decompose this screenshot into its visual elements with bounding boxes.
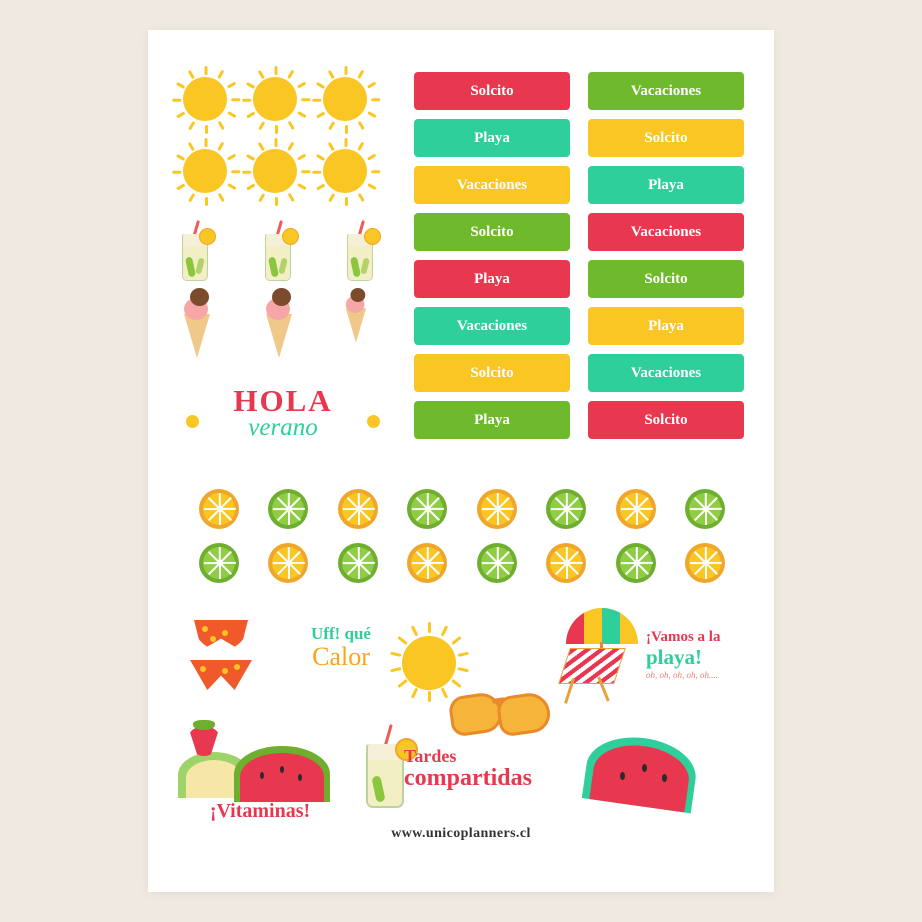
label-chip[interactable]: Solcito [414, 72, 570, 110]
lime-slice-icon [546, 489, 586, 529]
watermelon-small-icon [234, 746, 330, 802]
watermelon-big-icon [586, 738, 696, 806]
uff-line-1: Uff! qué [311, 624, 371, 643]
hola-subtitle: verano [248, 414, 318, 441]
ice-cream-icon [174, 288, 220, 360]
label-chip[interactable]: Solcito [588, 401, 744, 439]
sun-sticker-grid [170, 64, 380, 208]
hola-title: HOLA [233, 383, 333, 418]
label-chip[interactable]: Playa [588, 166, 744, 204]
vamos-a-la-playa-text [646, 630, 766, 680]
sticker-sheet [148, 30, 774, 892]
tardes-compartidas-text [404, 746, 594, 792]
lime-slice-icon [407, 489, 447, 529]
vitaminas-text: ¡Vitaminas! [209, 800, 311, 822]
label-chip[interactable]: Solcito [588, 260, 744, 298]
label-chip[interactable]: Vacaciones [414, 307, 570, 345]
label-chip[interactable]: Playa [414, 119, 570, 157]
sun-icon [170, 64, 240, 136]
label-chip[interactable]: Vacaciones [588, 354, 744, 392]
sun-icon [240, 64, 310, 136]
citrus-sticker-grid [184, 482, 740, 590]
bottom-sticker-scene [148, 598, 774, 848]
label-chip[interactable]: Vacaciones [588, 72, 744, 110]
orange-slice-icon [407, 543, 447, 583]
lime-slice-icon [199, 543, 239, 583]
sun-icon [310, 136, 380, 208]
lemon-dot-icon [186, 415, 199, 428]
beach-line-3: oh, oh, oh, oh, oh.... [646, 669, 718, 680]
lime-slice-icon [477, 543, 517, 583]
label-chip[interactable]: Solcito [414, 354, 570, 392]
beach-line-1: ¡Vamos a la [646, 629, 721, 645]
ice-cream-sticker-row [174, 288, 384, 360]
label-chip[interactable]: Playa [414, 260, 570, 298]
bikini-icon [186, 620, 266, 700]
lemon-dot-icon [367, 415, 380, 428]
ice-cream-icon [256, 288, 302, 360]
beach-scene-sticker [552, 608, 762, 718]
label-chip[interactable]: Playa [588, 307, 744, 345]
orange-slice-icon [685, 543, 725, 583]
uff-line-2: Calor [312, 642, 370, 671]
orange-slice-icon [546, 543, 586, 583]
drink-icon [257, 220, 297, 282]
website-url: www.unicoplanners.cl [391, 826, 531, 841]
drink-icon [174, 220, 214, 282]
deck-chair-icon [558, 644, 638, 704]
drink-sticker-row [174, 220, 379, 282]
lime-slice-icon [616, 543, 656, 583]
ice-cream-icon [338, 288, 374, 344]
lime-slice-icon [685, 489, 725, 529]
vitaminas-sticker [172, 718, 342, 828]
label-chip[interactable]: Playa [414, 401, 570, 439]
label-chip[interactable]: Vacaciones [588, 213, 744, 251]
tardes-line-2: compartidas [404, 765, 532, 791]
sun-icon [310, 64, 380, 136]
label-chip[interactable]: Solcito [414, 213, 570, 251]
lime-slice-icon [268, 489, 308, 529]
drink-icon [339, 220, 379, 282]
beach-line-2: playa! [646, 644, 703, 669]
sun-icon [240, 136, 310, 208]
orange-slice-icon [338, 489, 378, 529]
orange-slice-icon [477, 489, 517, 529]
hola-verano-sticker [188, 385, 378, 442]
label-chip-grid [414, 72, 744, 439]
orange-slice-icon [199, 489, 239, 529]
orange-slice-icon [616, 489, 656, 529]
label-chip[interactable]: Vacaciones [414, 166, 570, 204]
tardes-line-1: Tardes [404, 746, 457, 766]
orange-slice-icon [268, 543, 308, 583]
strawberry-icon [188, 718, 222, 756]
label-chip[interactable]: Solcito [588, 119, 744, 157]
sun-icon [170, 136, 240, 208]
sunglasses-icon [448, 686, 558, 746]
lime-slice-icon [338, 543, 378, 583]
